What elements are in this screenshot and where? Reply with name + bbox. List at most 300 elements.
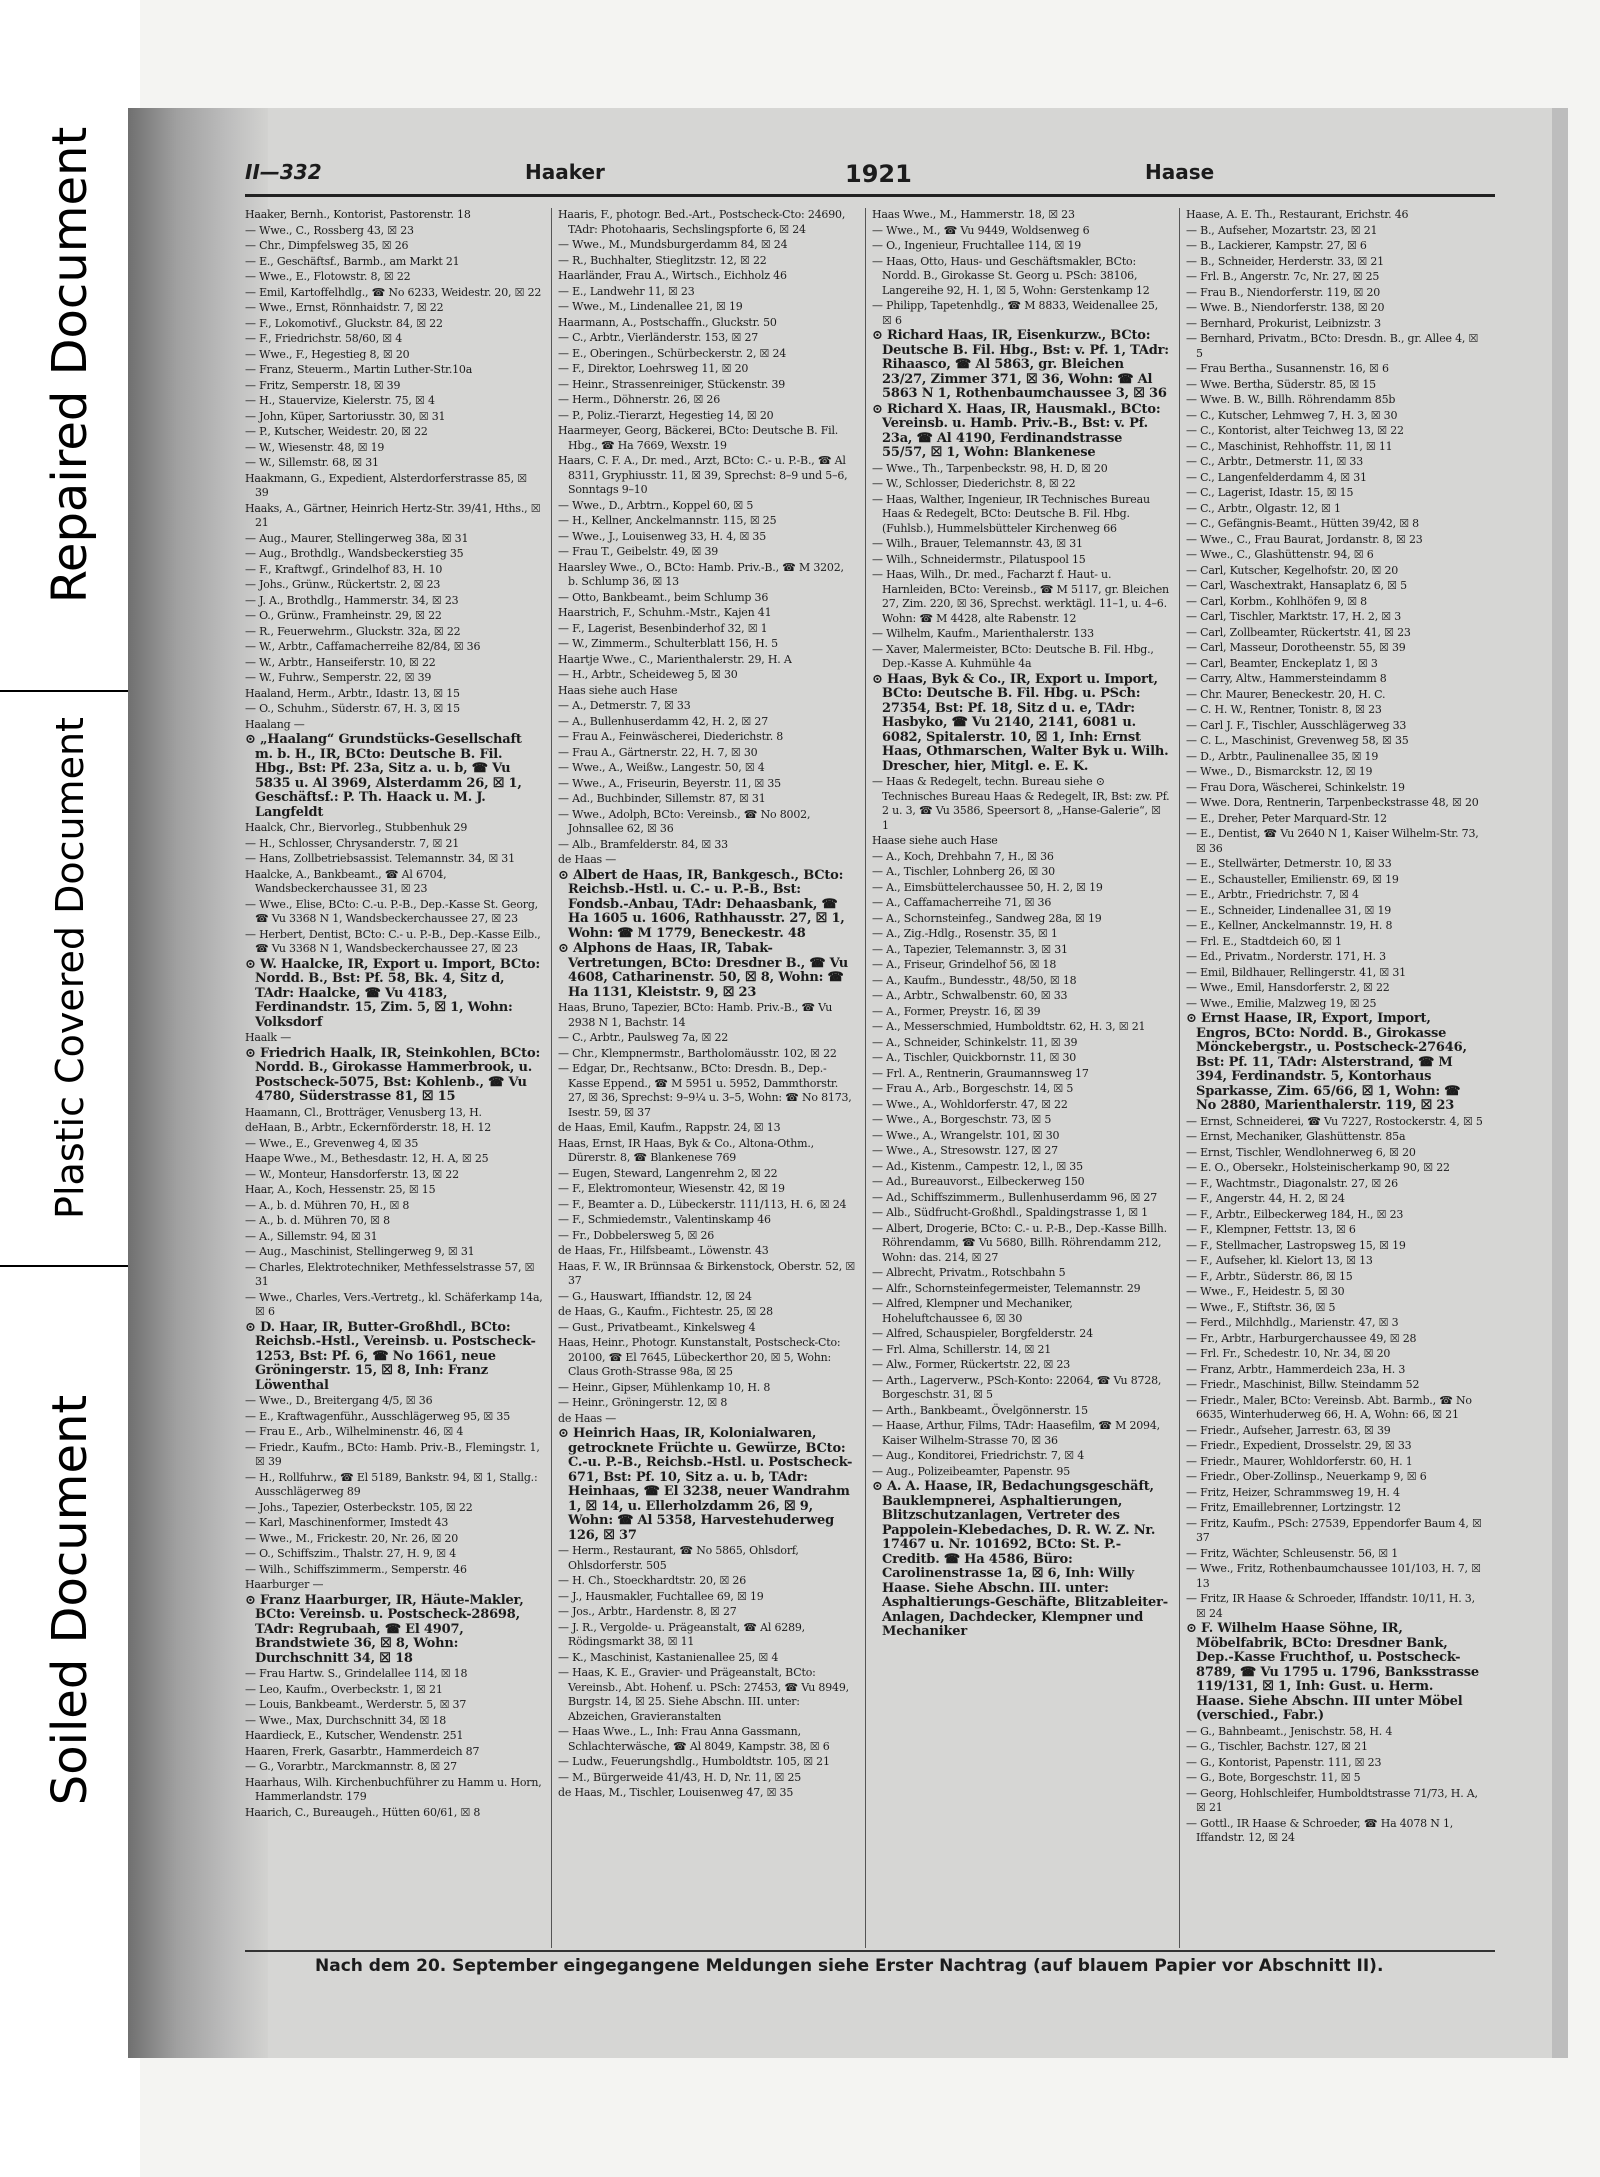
directory-entry: — Frau Dora, Wäscherei, Schinkelstr. 19 [1186,780,1405,794]
directory-entry: — Wwe., Th., Tarpenbeckstr. 98, H. D, ☒ 20 [872,461,1108,475]
directory-entry: — Arth., Lagerverw., PSch-Konto: 22064, ☎ Vu 8728, Borgeschstr. 31, ☒ 5 [872,1373,1162,1401]
column-rule [865,208,866,1948]
directory-entry: — Wilhelm, Kaufm., Marienthalerstr. 133 [872,627,1094,640]
directory-entry: — Bernhard, Prokurist, Leibnizstr. 3 [1186,316,1381,330]
directory-entry: — Wwe., A., Wrangelstr. 101, ☒ 30 [872,1128,1060,1142]
column-rule [1179,208,1180,1948]
directory-entry: Haaland, Herm., Arbtr., Idastr. 13, ☒ 15 [245,686,460,700]
directory-entry: — P., Kutscher, Weidestr. 20, ☒ 22 [245,425,428,438]
directory-entry: — Edgar, Dr., Rechtsanw., BCto: Dresdn. B., Dep.-Kasse Eppend., ☎ M 5951 u. 5952, Dammthorstr. 27, ☒ 36, Sprechst: 9–9¼ u. 3–5, Wohn: ☎ No 8173, Isestr. 59, ☒ 37 [558,1062,852,1119]
directory-entry: — Friedr., Maurer, Wohldorferstr. 60, H. 1 [1186,1454,1413,1468]
directory-entry: — F., Elektromonteur, Wiesenstr. 42, ☒ 19 [558,1182,785,1195]
directory-entry: — Friedr., Aufseher, Jarrestr. 63, ☒ 39 [1186,1423,1391,1437]
directory-entry: Haar, A., Koch, Hessenstr. 25, ☒ 15 [245,1183,436,1196]
directory-entry: ⊙ Albert de Haas, IR, Bankgesch., BCto: Reichsb.-Hstl. u. C.- u. P.-B., Bst: Fondsb.-Anbau, TAdr: Dehaasbank, ☎ Ha 1605 u. 1606, Rathhausstr. 27, ☒ 1, Wohn: ☎ M 1779, Beneckestr. 48 [558,867,845,941]
directory-entry: — C., Gefängnis-Beamt., Hütten 39/42, ☒ 8 [1186,517,1419,530]
directory-entry: — C. H. W., Rentner, Tonistr. 8, ☒ 23 [1186,703,1382,716]
directory-entry: — Frau A., Arb., Borgeschstr. 14, ☒ 5 [872,1082,1074,1095]
directory-entry: — Frl. Fr., Schedestr. 10, Nr. 34, ☒ 20 [1186,1347,1391,1360]
directory-entry: — Frau B., Niendorferstr. 119, ☒ 20 [1186,285,1381,299]
directory-entry: — A., Former, Preystr. 16, ☒ 39 [872,1004,1041,1018]
directory-entry: — A., Kaufm., Bundesstr., 48/50, ☒ 18 [872,973,1077,987]
directory-entry: — Haas Wwe., L., Inh: Frau Anna Gassmann, Schlachterwäsche, ☎ Al 8049, Kampstr. 38, ☒ 6 [558,1725,830,1753]
directory-entry: — Wwe., M., Mundsburgerdamm 84, ☒ 24 [558,238,788,251]
directory-entry: — A., b. d. Mühren 70, H., ☒ 8 [245,1198,410,1212]
directory-entry: ⊙ F. Wilhelm Haase Söhne, IR, Möbelfabrik, BCto: Dresdner Bank, Dep.-Kasse Fruchthof, u. Postscheck-8789, ☎ Vu 1795 u. 1796, Banksstrasse 119/131, ☒ 1, Inh: Gust. u. Herm. Haase. Siehe Abschn. III unter Möbel (verschied., Fabr.) [1186,1621,1479,1723]
directory-entry: — Chr. Maurer, Beneckestr. 20, H. C. [1186,687,1386,701]
directory-entry: Haas, Ernst, IR Haas, Byk & Co., Altona-Othm., Dürerstr. 8, ☎ Blankenese 769 [558,1136,814,1164]
directory-entry: — Alb., Südfrucht-Großhdl., Spaldingstrasse 1, ☒ 1 [872,1206,1148,1219]
directory-entry: — Wwe., M., Lindenallee 21, ☒ 19 [558,300,743,313]
directory-entry: — A., Tischler, Quickbornstr. 11, ☒ 30 [872,1051,1077,1064]
directory-entry: — Aug., Brothdlg., Wandsbeckerstieg 35 [245,547,464,560]
directory-entry: — Wwe., C., Frau Baurat, Jordanstr. 8, ☒ 23 [1186,532,1423,546]
directory-entry: — Georg, Hohlschleifer, Humboldtstrasse 71/73, H. A, ☒ 21 [1186,1786,1478,1814]
directory-entry: de Haas, M., Tischler, Louisenweg 47, ☒ 35 [558,1786,794,1799]
directory-entry: — Wwe., A., Friseurin, Beyerstr. 11, ☒ 35 [558,776,781,790]
directory-entry: — F., Aufseher, kl. Kielort 13, ☒ 13 [1186,1254,1373,1267]
directory-entry: — F., Angerstr. 44, H. 2, ☒ 24 [1186,1192,1345,1205]
directory-entry: — Herm., Restaurant, ☎ No 5865, Ohlsdorf, Ohlsdorferstr. 505 [558,1544,799,1572]
footer-rule [245,1950,1495,1952]
directory-entry: — Wwe., A., Wohldorferstr. 47, ☒ 22 [872,1097,1068,1111]
directory-entry: — E., Dreher, Peter Marquard-Str. 12 [1186,811,1387,825]
column-rule [551,208,552,1948]
directory-entry: — Frau A., Gärtnerstr. 22, H. 7, ☒ 30 [558,745,758,759]
directory-entry: — Wwe., A., Borgeschstr. 73, ☒ 5 [872,1113,1052,1126]
directory-entry: — Haas, K. E., Gravier- und Prägeanstalt, BCto: Vereinsb., Abt. Hohenf. u. PSch: 27453, ☎ Vu 8949, Burgstr. 14, ☒ 25. Siehe Abschn. III. unter: Abzeichen, Gravieranstalten [558,1666,849,1723]
directory-entry: — Wwe., Fritz, Rothenbaumchaussee 101/103, H. 7, ☒ 13 [1186,1562,1481,1590]
directory-entry: — Wwe., D., Breitergang 4/5, ☒ 36 [245,1394,433,1407]
directory-entry: — Wilh., Schneidermstr., Pilatuspool 15 [872,552,1086,566]
directory-entry: — Frau T., Geibelstr. 49, ☒ 39 [558,545,719,558]
directory-entry: — C., Arbtr., Detmerstr. 11, ☒ 33 [1186,455,1364,468]
directory-entry: ⊙ A. A. Haase, IR, Bedachungsgeschäft, Bauklempnerei, Asphaltierungen, Blitzschutzanlagen, Vertreter des Pappolein-Klebedaches, D. R. W. Z. Nr. 17467 u. Nr. 101692, BCto: St. P.-Creditb. ☎ Ha 4586, Büro: Carolinenstrasse 1a, ☒ 6, Inh: Willy Haase. Siehe Abschn. III. unter: Asphaltierungs-Geschäfte, Blitzableiter-Anlagen, Dachdecker, Klempner und Mechaniker [872,1479,1168,1639]
directory-entry: — B., Aufseher, Mozartstr. 23, ☒ 21 [1186,223,1378,237]
directory-entry: Haase siehe auch Hase [872,834,998,847]
directory-entry: de Haas — [558,853,617,866]
directory-entry: — E., Kraftwagenführ., Ausschlägerweg 95, ☒ 35 [245,1409,510,1423]
directory-entry: — Carl, Korbm., Kohlhöfen 9, ☒ 8 [1186,594,1367,608]
directory-entry: — Wwe., M., ☎ Vu 9449, Woldsenweg 6 [872,223,1090,237]
directory-entry: — D., Arbtr., Paulinenallee 35, ☒ 19 [1186,749,1379,763]
directory-entry: — Wwe. B., Niendorferstr. 138, ☒ 20 [1186,301,1385,314]
directory-entry: — E., Kellner, Anckelmannstr. 19, H. 8 [1186,919,1393,932]
directory-entry: — A., b. d. Mühren 70, ☒ 8 [245,1214,390,1227]
directory-entry: — Wwe., F., Hegestieg 8, ☒ 20 [245,347,410,361]
directory-entry: — C., Lagerist, Idastr. 15, ☒ 15 [1186,486,1354,499]
directory-entry: — R., Feuerwehrm., Gluckstr. 32a, ☒ 22 [245,624,461,638]
directory-entry: — Aug., Konditorei, Friedrichstr. 7, ☒ 4 [872,1449,1085,1462]
directory-entry: — Eugen, Steward, Langenrehm 2, ☒ 22 [558,1166,778,1180]
directory-entry: — J. R., Vergolde- u. Prägeanstalt, ☎ Al 6289, Rödingsmarkt 38, ☒ 11 [558,1620,805,1648]
directory-entry: — K., Maschinist, Kastanienallee 25, ☒ 4 [558,1650,779,1664]
directory-entry: — W., Schlosser, Diederichstr. 8, ☒ 22 [872,477,1076,490]
directory-entry: deHaan, B., Arbtr., Eckernförderstr. 18, H. 12 [245,1121,492,1134]
directory-entry: — W., Zimmerm., Schulterblatt 156, H. 5 [558,637,778,650]
directory-entry: ⊙ Ernst Haase, IR, Export, Import, Engros, BCto: Nordd. B., Girokasse Mönckebergstr., u. Postscheck-27646, Bst: Pf. 11, TAdr: Alsterstrand, ☎ M 394, Ferdinandstr. 5, Kontorhaus Sparkasse, Zim. 65/66, ☒ 1, Wohn: ☎ No 2880, Marienthalerstr. 119, ☒ 23 [1186,1011,1467,1113]
directory-entry: — Otto, Bankbeamt., beim Schlump 36 [558,590,769,604]
directory-entry: — F., Direktor, Loehrsweg 11, ☒ 20 [558,362,749,375]
directory-entry: — G., Bahnbeamt., Jenischstr. 58, H. 4 [1186,1724,1393,1738]
directory-entry: — C., Arbtr., Vierländerstr. 153, ☒ 27 [558,331,759,344]
label-plastic-covered-document: Plastic Covered Document [48,717,92,1219]
directory-entry: — Wwe., C., Rossberg 43, ☒ 23 [245,223,414,237]
directory-entry: — A., Detmerstr. 7, ☒ 33 [558,699,691,712]
directory-entry: — G., Tischler, Bachstr. 127, ☒ 21 [1186,1740,1368,1753]
directory-entry: — Emil, Bildhauer, Rellingerstr. 41, ☒ 31 [1186,965,1406,979]
directory-entry: Haarmann, A., Postschaffn., Gluckstr. 50 [558,315,777,329]
directory-entry: — E., Landwehr 11, ☒ 23 [558,284,695,298]
directory-entry: — H., Kellner, Anckelmannstr. 115, ☒ 25 [558,514,777,527]
directory-column-1 [245,208,543,1953]
directory-entry: — F., Arbtr., Süderstr. 86, ☒ 15 [1186,1269,1353,1283]
directory-entry: — Franz, Steuerm., Martin Luther-Str.10a [245,363,473,376]
directory-entry: — Philipp, Tapetenhdlg., ☎ M 8833, Weidenallee 25, ☒ 6 [872,299,1159,327]
directory-entry: Haaks, A., Gärtner, Heinrich Hertz-Str. 39/41, Hths., ☒ 21 [245,501,541,529]
directory-entry: — H. Ch., Stoeckhardtstr. 20, ☒ 26 [558,1574,747,1587]
directory-entry: — O., Grünw., Framheinstr. 29, ☒ 22 [245,609,442,622]
directory-entry: — Carl, Kutscher, Kegelhofstr. 20, ☒ 20 [1186,563,1399,577]
directory-entry: — Wwe., F., Stiftstr. 36, ☒ 5 [1186,1300,1336,1314]
directory-entry: — Heinr., Gröningerstr. 12, ☒ 8 [558,1396,728,1409]
directory-entry: — Gottl., IR Haase & Schroeder, ☎ Ha 4078 N 1, Iffandstr. 12, ☒ 24 [1186,1816,1454,1844]
directory-entry: — Carl J. F., Tischler, Ausschlägerweg 33 [1186,718,1407,732]
directory-entry: — Wwe., Emil, Hansdorferstr. 2, ☒ 22 [1186,981,1390,994]
directory-entry: — A., Tischler, Lohnberg 26, ☒ 30 [872,865,1055,878]
directory-entry: — Wwe., A., Weißw., Langestr. 50, ☒ 4 [558,761,765,774]
directory-entry: — John, Küper, Sartoriusstr. 30, ☒ 31 [245,409,446,423]
directory-entry: — A., Tapezier, Telemannstr. 3, ☒ 31 [872,942,1068,956]
directory-entry: — G., Bote, Borgeschstr. 11, ☒ 5 [1186,1771,1361,1784]
directory-entry: — G., Hauswart, Iffiandstr. 12, ☒ 24 [558,1289,752,1303]
directory-entry: — Wwe. B. W., Billh. Röhrendamm 85b [1186,393,1396,406]
directory-entry: — H., Arbtr., Scheideweg 5, ☒ 30 [558,668,738,681]
directory-entry: — Fritz, IR Haase & Schroeder, Iffandstr. 10/11, H. 3, ☒ 24 [1186,1592,1475,1620]
directory-entry: — W., Arbtr., Caffamacherreihe 82/84, ☒ 36 [245,640,481,653]
directory-entry: ⊙ Heinrich Haas, IR, Kolonialwaren, getrocknete Früchte u. Gewürze, BCto: C.-u. P.-B., Reichsb.-Hstl. u. Postscheck-671, Bst: Pf. 10, Sitz a. u. b, TAdr: Heinhaas, ☎ El 3238, neuer Wandrahm 1, ☒ 14, u. Ellerholzdamm 26, ☒ 9, Wohn: ☎ Al 5358, Harvestehuderweg 126, ☒ 37 [558,1426,853,1543]
directory-entry: — Wwe., Elise, BCto: C.-u. P.-B., Dep.-Kasse St. Georg, ☎ Vu 3368 N 1, Wandsbeckerchaussee 27, ☒ 23 [245,897,538,925]
directory-entry: — Chr., Dimpfelsweg 35, ☒ 26 [245,239,409,252]
directory-column-3 [872,208,1170,1953]
directory-entry: — Frl. E., Stadtdeich 60, ☒ 1 [1186,934,1342,948]
directory-entry: — A., Koch, Drehbahn 7, H., ☒ 36 [872,849,1054,863]
directory-entry: — E., Schneider, Lindenallee 31, ☒ 19 [1186,903,1392,917]
directory-entry: Haas siehe auch Hase [558,683,678,697]
directory-entry: — Fritz, Emaillebrenner, Lortzingstr. 12 [1186,1501,1401,1514]
directory-entry: Haaris, F., photogr. Bed.-Art., Postscheck-Cto: 24690, TAdr: Photohaaris, Sechslingspforte 6, ☒ 24 [558,208,846,236]
directory-entry: — Wwe., Max, Durchschnitt 34, ☒ 18 [245,1713,447,1727]
directory-entry: — Fr., Arbtr., Harburgerchaussee 49, ☒ 28 [1186,1331,1417,1345]
directory-entry: — Friedr., Maschinist, Billw. Steindamm 52 [1186,1378,1420,1391]
directory-entry: — Frl. A., Rentnerin, Graumannsweg 17 [872,1066,1089,1080]
directory-entry: — M., Bürgerweide 41/43, H. D, Nr. 11, ☒ 25 [558,1770,802,1784]
directory-entry: — Jos., Arbtr., Hardenstr. 8, ☒ 27 [558,1605,737,1618]
directory-entry: — F., Schmiedemstr., Valentinskamp 46 [558,1213,771,1226]
directory-entry: — Haas, Walther, Ingenieur, IR Technisches Bureau Haas & Redegelt, BCto: Deutsche B. Fil. Hbg. (Fuhlsb.), Hummelsbütteler Kirchenweg 66 [872,492,1150,535]
directory-entry: — Frau E., Arb., Wilhelminenstr. 46, ☒ 4 [245,1425,464,1438]
directory-entry: Haarsley Wwe., O., BCto: Hamb. Priv.-B., ☎ M 3202, b. Schlump 36, ☒ 13 [558,560,844,588]
directory-entry: — Wwe., Emilie, Malzweg 19, ☒ 25 [1186,996,1377,1010]
directory-entry: — Frau Hartw. S., Grindelallee 114, ☒ 18 [245,1667,468,1680]
directory-entry: — C., Kutscher, Lehmweg 7, H. 3, ☒ 30 [1186,408,1398,422]
directory-entry: — Alb., Bramfelderstr. 84, ☒ 33 [558,837,728,851]
directory-entry: — Wwe., Adolph, BCto: Vereinsb., ☎ No 8002, Johnsallee 62, ☒ 36 [558,807,811,835]
directory-entry: — F., Kraftwgf., Grindelhof 83, H. 10 [245,562,443,576]
footer-note: Nach dem 20. September eingegangene Meldungen siehe Erster Nachtrag (auf blauem Papier vor Abschnitt II). [315,1956,1384,1976]
directory-entry: — E., Geschäftsf., Barmb., am Markt 21 [245,254,460,268]
directory-entry: Haarländer, Frau A., Wirtsch., Eichholz 46 [558,269,787,282]
directory-entry: — Alw., Former, Rückertstr. 22, ☒ 23 [872,1358,1071,1371]
directory-entry: — A., Zig.-Hdlg., Rosenstr. 35, ☒ 1 [872,927,1058,940]
directory-entry: — F., Arbtr., Eilbeckerweg 184, H., ☒ 23 [1186,1207,1404,1221]
divider [0,690,140,692]
directory-entry: — G., Kontorist, Papenstr. 111, ☒ 23 [1186,1755,1382,1769]
directory-column-4 [1186,208,1484,1953]
directory-entry: — Haase, Arthur, Films, TAdr: Haasefilm, ☎ M 2094, Kaiser Wilhelm-Strasse 70, ☒ 36 [872,1419,1160,1447]
directory-entry: — Johs., Tapezier, Osterbeckstr. 105, ☒ 22 [245,1500,473,1514]
directory-entry: — G., Vorarbtr., Marckmannstr. 8, ☒ 27 [245,1760,457,1773]
directory-column-2 [558,208,856,1953]
directory-entry: — C., Maschinist, Rehhoffstr. 11, ☒ 11 [1186,439,1393,453]
directory-entry: — Haas, Wilh., Dr. med., Facharzt f. Haut- u. Harnleiden, BCto: Vereinsb., ☎ M 5117, gr. Bleichen 27, Zim. 220, ☒ 36, Sprechst. werktägl. 11–1, u. 4–6. Wohn: ☎ M 4428, alte Rabenstr. 12 [872,568,1169,625]
directory-entry: — H., Rollfuhrw., ☎ El 5189, Bankstr. 94, ☒ 1, Stallg.: Ausschlägerweg 89 [245,1470,538,1498]
directory-entry: — Karl, Maschinenformer, Imstedt 43 [245,1516,449,1529]
directory-entry: Haarmeyer, Georg, Bäckerei, BCto: Deutsche B. Fil. Hbg., ☎ Ha 7669, Wexstr. 19 [558,424,839,452]
directory-entry: — Wwe. Bertha, Süderstr. 85, ☒ 15 [1186,377,1376,391]
directory-entry: ⊙ Franz Haarburger, IR, Häute-Makler, BCto: Vereinsb. u. Postscheck-28698, TAdr: Regrubaah, ☎ El 4907, Brandstwiete 36, ☒ 8, Wohn: Durchschnitt 34, ☒ 18 [245,1592,524,1666]
directory-entry: — A., Eimsbüttelerchaussee 50, H. 2, ☒ 19 [872,880,1103,894]
directory-entry: — C., Arbtr., Olgastr. 12, ☒ 1 [1186,501,1341,515]
directory-entry: ⊙ Friedrich Haalk, IR, Steinkohlen, BCto: Nordd. B., Girokasse Hammerbrook, u. Postscheck-5075, Bst: Kohlenb., ☎ Vu 4780, Süderstrasse 81, ☒ 15 [245,1045,541,1104]
directory-entry: — Wwe., D., Arbtrn., Koppel 60, ☒ 5 [558,498,754,512]
directory-entry: — Ad., Buchbinder, Sillemstr. 87, ☒ 31 [558,792,766,805]
directory-entry: — O., Schiffszim., Thalstr. 27, H. 9, ☒ 4 [245,1547,457,1560]
directory-entry: — A., Schornsteinfeg., Sandweg 28a, ☒ 19 [872,911,1102,925]
directory-entry: — Emil, Kartoffelhdlg., ☎ No 6233, Weidestr. 20, ☒ 22 [245,285,542,299]
directory-entry: Haamann, Cl., Brotträger, Venusberg 13, H. [245,1105,482,1119]
directory-entry: — Friedr., Kaufm., BCto: Hamb. Priv.-B., Flemingstr. 1, ☒ 39 [245,1440,540,1468]
directory-entry: — Carl, Waschextrakt, Hansaplatz 6, ☒ 5 [1186,579,1407,592]
directory-entry: — C., Arbtr., Paulsweg 7a, ☒ 22 [558,1031,729,1044]
directory-entry: — Gust., Privatbeamt., Kinkelsweg 4 [558,1320,756,1334]
directory-entry: — Fritz, Wächter, Schleusenstr. 56, ☒ 1 [1186,1546,1399,1560]
directory-entry: Haas, Heinr., Photogr. Kunstanstalt, Postscheck-Cto: 20100, ☎ El 7645, Lübeckerthor 20, ☒ 5, Wohn: Claus Groth-Strasse 98a, ☒ 25 [558,1336,841,1378]
directory-entry: — A., Friseur, Grindelhof 56, ☒ 18 [872,958,1057,971]
directory-entry: de Haas — [558,1411,617,1425]
directory-entry: — Wwe., E., Flotowstr. 8, ☒ 22 [245,270,411,283]
directory-entry: — Johs., Grünw., Rückertstr. 2, ☒ 23 [245,578,441,591]
directory-entry: — F., Lagerist, Besenbinderhof 32, ☒ 1 [558,621,768,635]
directory-entry: — Ad., Bureauvorst., Eilbeckerweg 150 [872,1175,1085,1188]
directory-entry: — A., Bullenhuserdamm 42, H. 2, ☒ 27 [558,714,768,728]
directory-entry: — J. A., Brothdlg., Hammerstr. 34, ☒ 23 [245,593,459,607]
directory-entry: de Haas, G., Kaufm., Fichtestr. 25, ☒ 28 [558,1305,773,1318]
directory-entry: — Wilh., Brauer, Telemannstr. 43, ☒ 31 [872,537,1083,550]
directory-entry: — Haas, Otto, Haus- und Geschäftsmakler, BCto: Nordd. B., Girokasse St. Georg u. PSch: 38106, Langereihe 92, H. 1, ☒ 5, Wohn: Gerstenkamp 12 [872,254,1150,297]
directory-entry: — Herbert, Dentist, BCto: C.- u. P.-B., Dep.-Kasse Eilb., ☎ Vu 3368 N 1, Wandsbeckerchaussee 27, ☒ 23 [245,927,541,955]
label-soiled-document: Soiled Document [42,1394,98,1806]
directory-entry: — A., Schneider, Schinkelstr. 11, ☒ 39 [872,1035,1078,1049]
directory-entry: — Xaver, Malermeister, BCto: Deutsche B. Fil. Hbg., Dep.-Kasse A. Kuhmühle 4a [872,642,1154,670]
directory-entry: — H., Schlosser, Chrysanderstr. 7, ☒ 21 [245,836,460,850]
directory-entry: — Aug., Maurer, Stellingerweg 38a, ☒ 31 [245,531,469,545]
directory-entry: — Chr., Klempnermstr., Bartholomäusstr. 102, ☒ 22 [558,1046,837,1060]
directory-entry: — Albrecht, Privatm., Rotschbahn 5 [872,1266,1066,1279]
directory-entry: Haas Wwe., M., Hammerstr. 18, ☒ 23 [872,208,1075,221]
directory-entry: de Haas, Fr., Hilfsbeamt., Löwenstr. 43 [558,1244,769,1257]
directory-entry: — F., Klempner, Fettstr. 13, ☒ 6 [1186,1223,1356,1236]
directory-entry: — Haas & Redegelt, techn. Bureau siehe ⊙ Technisches Bureau Haas & Redegelt, IR, Bst: zw. Pf. 2 u. 3, ☎ Vu 3586, Speersort 8, „Hanse-Galerie“, ☒ 1 [872,775,1170,832]
directory-entry: — C., Kontorist, alter Teichweg 13, ☒ 22 [1186,424,1404,437]
directory-entry: — W., Wiesenstr. 48, ☒ 19 [245,440,385,454]
directory-entry: Haase, A. E. Th., Restaurant, Erichstr. 46 [1186,208,1409,221]
directory-entry: — F., Friedrichstr. 58/60, ☒ 4 [245,332,403,345]
directory-entry: — Carl, Masseur, Dorotheenstr. 55, ☒ 39 [1186,641,1406,654]
directory-entry: — Franz, Arbtr., Hammerdeich 23a, H. 3 [1186,1362,1406,1376]
directory-entry: — Frau A., Feinwäscherei, Diederichstr. 8 [558,730,784,743]
directory-entry: Haars, C. F. A., Dr. med., Arzt, BCto: C.- u. P.-B., ☎ Al 8311, Gryphiusstr. 11, ☒ 39, Sprechst: 8–9 und 5–6, Sonntags 9–10 [558,454,848,496]
directory-entry: — Fritz, Kaufm., PSch: 27539, Eppendorfer Baum 4, ☒ 37 [1186,1516,1482,1544]
label-repaired-document: Repaired Document [42,126,98,604]
directory-entry: — F., Beamter a. D., Lübeckerstr. 111/113, H. 6, ☒ 24 [558,1197,847,1211]
directory-entry: — Wwe., E., Grevenweg 4, ☒ 35 [245,1136,419,1150]
directory-entry: Haakmann, G., Expedient, Alsterdorferstrasse 85, ☒ 39 [245,471,527,499]
directory-entry: — F., Lokomotivf., Gluckstr. 84, ☒ 22 [245,316,443,330]
header-year: 1921 [845,160,912,188]
directory-entry: — O., Ingenieur, Fruchtallee 114, ☒ 19 [872,239,1082,252]
directory-entry: — Carry, Altw., Hammersteindamm 8 [1186,672,1387,685]
page-header [245,160,1505,188]
directory-entry: — E. O., Obersekr., Holsteinischerkamp 90, ☒ 22 [1186,1161,1450,1174]
directory-entry: — Frl. B., Angerstr. 7c, Nr. 27, ☒ 25 [1186,270,1380,283]
directory-entry: — A., Arbtr., Schwalbenstr. 60, ☒ 33 [872,989,1068,1002]
directory-entry: — Frl. Alma, Schillerstr. 14, ☒ 21 [872,1342,1052,1356]
directory-entry: — Wilh., Schiffszimmerm., Semperstr. 46 [245,1562,467,1576]
directory-entry: — E., Dentist, ☎ Vu 2640 N 1, Kaiser Wilhelm-Str. 73, ☒ 36 [1186,827,1479,855]
divider [0,1265,140,1267]
directory-entry: — Ernst, Tischler, Wendlohnerweg 6, ☒ 20 [1186,1145,1416,1159]
directory-entry: ⊙ Richard Haas, IR, Eisenkurzw., BCto: Deutsche B. Fil. Hbg., Bst: v. Pf. 1, TAdr: Rihaasco, ☎ Al 5863, gr. Bleichen 23/27, Zimmer 371, ☒ 36, Wohn: ☎ Al 5863 N 1, Rothenbaumchaussee 3, ☒ 36 [872,328,1169,401]
directory-entry: — Alfr., Schornsteinfegermeister, Telemannstr. 29 [872,1281,1141,1295]
directory-entry: — Friedr., Maler, BCto: Vereinsb. Abt. Barmb., ☎ No 6635, Winterhuderweg 66, H. A, Wohn: 66, ☒ 21 [1186,1393,1472,1421]
directory-entry: Haalck, Chr., Biervorleg., Stubbenhuk 29 [245,821,468,834]
directory-entry: — Fritz, Semperstr. 18, ☒ 39 [245,378,401,392]
directory-entry: — Ernst, Mechaniker, Glashüttenstr. 85a [1186,1130,1406,1143]
directory-entry: — Wwe., D., Bismarckstr. 12, ☒ 19 [1186,765,1373,778]
directory-entry: — A., Sillemstr. 94, ☒ 31 [245,1229,378,1243]
directory-entry: — Wwe., J., Louisenweg 33, H. 4, ☒ 35 [558,529,767,543]
directory-entry: — Wwe., M., Frickestr. 20, Nr. 26, ☒ 20 [245,1531,459,1545]
directory-entry: Haalang — [245,717,305,731]
directory-entry: Haalcke, A., Bankbeamt., ☎ Al 6704, Wandsbeckerchaussee 31, ☒ 23 [245,867,447,895]
directory-entry: — Louis, Bankbeamt., Werderstr. 5, ☒ 37 [245,1698,467,1711]
directory-entry: — E., Stellwärter, Detmerstr. 10, ☒ 33 [1186,857,1392,870]
directory-entry: — A., Messerschmied, Humboldtstr. 62, H. 3, ☒ 21 [872,1020,1146,1033]
directory-entry: Haape Wwe., M., Bethesdastr. 12, H. A, ☒ 25 [245,1152,489,1165]
directory-entry: — Frau Bertha., Susannenstr. 16, ☒ 6 [1186,362,1389,375]
directory-entry: — F., Wachtmstr., Diagonalstr. 27, ☒ 26 [1186,1176,1398,1190]
directory-entry: — A., Caffamacherreihe 71, ☒ 36 [872,896,1052,909]
directory-entry: — Ad., Kistenm., Campestr. 12, l., ☒ 35 [872,1159,1083,1173]
directory-entry: — W., Fuhrw., Semperstr. 22, ☒ 39 [245,671,432,684]
directory-entry: — Heinr., Gipser, Mühlenkamp 10, H. 8 [558,1380,771,1394]
directory-entry: — Herm., Döhnerstr. 26, ☒ 26 [558,393,721,406]
directory-entry: — C., Langenfelderdamm 4, ☒ 31 [1186,470,1367,484]
directory-entry: ⊙ D. Haar, IR, Butter-Großhdl., BCto: Reichsb.-Hstl., Vereinsb. u. Postscheck-1253, Bst: Pf. 6, ☎ No 1661, neue Gröningerstr. 15, ☒ 8, Inh: Franz Löwenthal [245,1319,536,1393]
directory-entry: — Charles, Elektrotechniker, Methfesselstrasse 57, ☒ 31 [245,1260,535,1288]
directory-entry: — Heinr., Strassenreiniger, Stückenstr. 39 [558,377,786,391]
directory-entry: ⊙ „Haalang“ Grundstücks-Gesellschaft m. b. H., IR, BCto: Deutsche B. Fil. Hbg., Bst: Pf. 23a, Sitz a. u. b, ☎ Vu 5835 u. Al 3969, Alsterdamm 26, ☒ 1, Geschäftsf.: P. Th. Haack u. M. J. Langfeldt [245,732,522,820]
directory-entry: — Aug., Polizeibeamter, Papenstr. 95 [872,1464,1071,1478]
directory-entry: — Friedr., Expedient, Drosselstr. 29, ☒ 33 [1186,1439,1412,1452]
directory-entry: ⊙ Richard X. Haas, IR, Hausmakl., BCto: Vereinsb. u. Hamb. Priv.-B., Bst: v. Pf. 23a, ☎ Al 4190, Ferdinandstrasse 55/57, ☒ 1, Wohn: Blankenese [872,401,1161,460]
directory-entry: — Alfred, Klempner und Mechaniker, Hoheluftchaussee 6, ☒ 30 [872,1297,1073,1325]
side-label-strip [0,0,140,2177]
directory-entry: — R., Buchhalter, Stieglitzstr. 12, ☒ 22 [558,253,767,267]
directory-entry: — E., Arbtr., Friedrichstr. 7, ☒ 4 [1186,888,1359,901]
directory-entry: — Wwe., Charles, Vers.-Vertretg., kl. Schäferkamp 14a, ☒ 6 [245,1290,543,1318]
directory-entry: — Carl, Tischler, Marktstr. 17, H. 2, ☒ 3 [1186,610,1402,623]
page-number: II—332 [245,160,322,184]
directory-entry: — B., Schneider, Herderstr. 33, ☒ 21 [1186,254,1384,268]
directory-entry: — Carl, Zollbeamter, Rückertstr. 41, ☒ 23 [1186,625,1411,639]
directory-entry: — F., Stellmacher, Lastropsweg 15, ☒ 19 [1186,1238,1406,1252]
directory-entry: ⊙ Haas, Byk & Co., IR, Export u. Import, BCto: Deutsche B. Fil. Hbg. u. PSch: 27354, Bst: Pf. 18, Sitz d u. e, TAdr: Hasbyko, ☎ Vu 2140, 2141, 6081 u. 6082, Spitalerstr. 10, ☒ 1, Inh: Ernst Haas, Othmarschen, Walter Byk u. Wilh. Drescher, hier, Mitgl. e. E. K. [872,671,1169,774]
directory-entry: Haarhaus, Wilh. Kirchenbuchführer zu Hamm u. Horn, Hammerlandstr. 179 [245,1775,542,1803]
directory-entry: — Wwe. Dora, Rentnerin, Tarpenbeckstrasse 48, ☒ 20 [1186,796,1479,809]
directory-entry: ⊙ W. Haalcke, IR, Export u. Import, BCto: Nordd. B., Bst: Pf. 58, Bk. 4, Sitz d, TAdr: Haalcke, ☎ Vu 4183, Ferdinandstr. 15, Zim. 5, ☒ 1, Wohn: Volksdorf [245,956,540,1030]
directory-entry: — Leo, Kaufm., Overbeckstr. 1, ☒ 21 [245,1682,443,1696]
directory-entry: — Ed., Privatm., Norderstr. 171, H. 3 [1186,950,1386,963]
directory-entry: — P., Poliz.-Tierarzt, Hegestieg 14, ☒ 20 [558,408,774,422]
directory-entry: — Fritz, Heizer, Schrammsweg 19, H. 4 [1186,1485,1400,1499]
directory-entry: Haalk — [245,1031,291,1044]
directory-entry: — W., Sillemstr. 68, ☒ 31 [245,456,379,469]
directory-entry: Haarstrich, F., Schuhm.-Mstr., Kajen 41 [558,606,772,619]
directory-entry: — E., Schausteller, Emilienstr. 69, ☒ 19 [1186,872,1399,886]
header-last-word: Haase [1145,160,1215,184]
directory-entry: Haaren, Frerk, Gasarbtr., Hammerdeich 87 [245,1744,480,1758]
directory-entry: — Wwe., C., Glashüttenstr. 94, ☒ 6 [1186,548,1374,561]
directory-entry: — W., Monteur, Hansdorferstr. 13, ☒ 22 [245,1167,459,1181]
directory-entry: Haarich, C., Bureaugeh., Hütten 60/61, ☒ 8 [245,1805,481,1819]
directory-entry: — Bernhard, Privatm., BCto: Dresdn. B., gr. Allee 4, ☒ 5 [1186,332,1479,360]
directory-entry: — Ludw., Feuerungshdlg., Humboldtstr. 105, ☒ 21 [558,1755,830,1768]
directory-entry: de Haas, Emil, Kaufm., Rappstr. 24, ☒ 13 [558,1121,781,1134]
directory-entry: Haas, Bruno, Tapezier, BCto: Hamb. Priv.-B., ☎ Vu 2938 N 1, Bachstr. 14 [558,1001,833,1029]
directory-entry: — Albert, Drogerie, BCto: C.- u. P.-B., Dep.-Kasse Billh. Röhrendamm, ☎ Vu 5680, Billh. Röhrendamm 212, Wohn: das. 214, ☒ 27 [872,1221,1167,1264]
directory-entry: — Carl, Beamter, Enckeplatz 1, ☒ 3 [1186,656,1378,670]
directory-entry: — C. L., Maschinist, Grevenweg 58, ☒ 35 [1186,734,1409,747]
directory-entry: — J., Hausmakler, Fuchtallee 69, ☒ 19 [558,1589,764,1603]
directory-entry: — Ernst, Schneiderei, ☎ Vu 7227, Rostockerstr. 4, ☒ 5 [1186,1114,1483,1128]
directory-entry: — Hans, Zollbetriebsassist. Telemannstr. 34, ☒ 31 [245,852,515,865]
directory-entry: — H., Stauervize, Kielerstr. 75, ☒ 4 [245,394,435,407]
directory-entry: — Ferd., Milchhdlg., Marienstr. 47, ☒ 3 [1186,1316,1399,1329]
directory-entry: — W., Arbtr., Hanseiferstr. 10, ☒ 22 [245,655,436,669]
directory-entry: Haartje Wwe., C., Marienthalerstr. 29, H. A [558,652,792,666]
directory-entry: Haarburger — [245,1578,324,1591]
directory-entry: ⊙ Alphons de Haas, IR, Tabak-Vertretungen, BCto: Dresdner B., ☎ Vu 4608, Catharinenstr. 50, ☒ 8, Wohn: ☎ Ha 1131, Kleiststr. 9, ☒ 23 [558,941,848,1000]
directory-entry: — Wwe., A., Stresowstr. 127, ☒ 27 [872,1144,1058,1157]
directory-entry: Haardieck, E., Kutscher, Wendenstr. 251 [245,1729,464,1742]
directory-entry: — Ad., Schiffszimmerm., Bullenhuserdamm 96, ☒ 27 [872,1190,1158,1204]
directory-entry: Haaker, Bernh., Kontorist, Pastorenstr. 18 [245,208,471,221]
directory-entry: — O., Schuhm., Süderstr. 67, H. 3, ☒ 15 [245,702,460,715]
directory-entry: Haas, F. W., IR Brünnsaa & Birkenstock, Oberstr. 52, ☒ 37 [558,1259,856,1287]
directory-entry: — Arth., Bankbeamt., Övelgönnerstr. 15 [872,1403,1088,1417]
